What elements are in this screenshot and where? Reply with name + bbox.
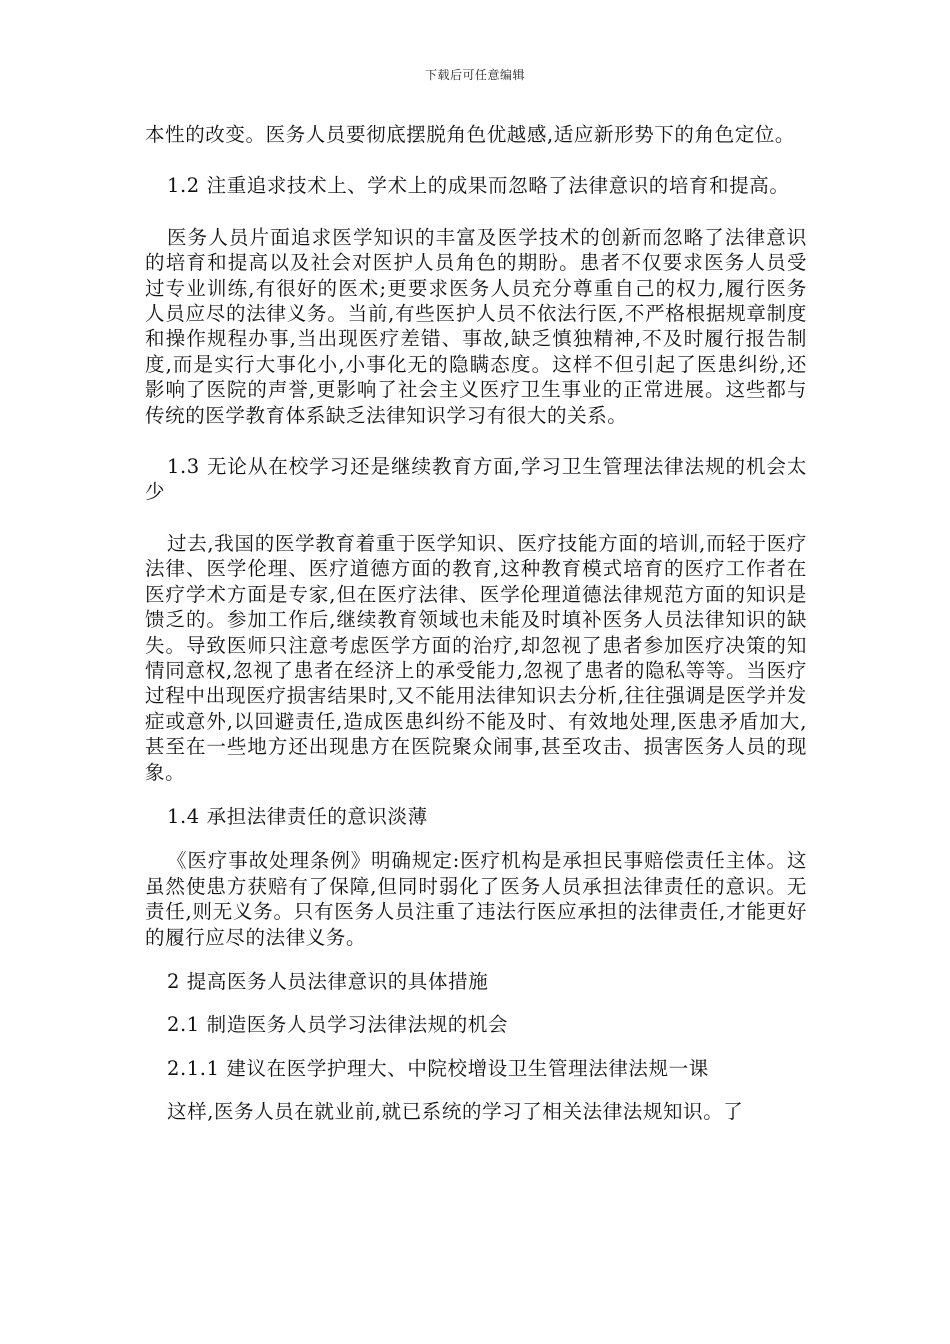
section-heading-1-4: 1.4 承担法律责任的意识淡薄 [167,804,428,828]
section-heading-2-1: 2.1 制造医务人员学习法律法规的机会 [167,1013,509,1037]
paragraph-role-positioning: 本性的改变。医务人员要彻底摆脱角色优越感,适应新形势下的角色定位。 [145,123,795,146]
section-heading-1-2: 1.2 注重追求技术上、学术上的成果而忽略了法律意识的培育和提高。 [167,174,790,198]
paragraph-legal-awareness: 医务人员片面追求医学知识的丰富及医学技术的创新而忽略了法律意识的培育和提高以及社会对医护人员角色的期盼。患者不仅要求医务人员受过专业训练,有很好的医术;更要求医务人员充分尊重自己的权力,履行医务人员应尽的法律义务。当前,有些医护人员不依法行医,不严格根据规章制度和操作规程办事,当出现医疗差错、事故,缺乏慎独精神,不及时履行报告制度,而是实行大事化小,小事化无的隐瞒态度。这样不但引起了医患纠纷,还影响了医院的声誉,更影响了社会主义医疗卫生事业的正常进展。这些都与传统的医学教育体系缺乏法律知识学习有很大的关系。 [145,225,807,427]
section-heading-2: 2 提高医务人员法律意识的具体措施 [167,969,489,993]
section-heading-1-3: 1.3 无论从在校学习还是继续教育方面,学习卫生管理法律法规的机会太少 [145,455,807,504]
paragraph-employment: 这样,医务人员在就业前,就已系统的学习了相关法律法规知识。了 [167,1100,744,1124]
section-heading-2-1-1: 2.1.1 建议在医学护理大、中院校增设卫生管理法律法规一课 [167,1056,709,1080]
paragraph-regulation: 《医疗事故处理条例》明确规定:医疗机构是承担民事赔偿责任主体。这虽然使患方获赔有了保障,但同时弱化了医务人员承担法律责任的意识。无责任,则无义务。只有医务人员注重了违法行医应承担的法律责任,才能更好的履行应尽的法律义务。 [145,849,807,949]
document-body [145,122,807,1125]
page-header: 下载后可任意编辑 [424,68,525,82]
paragraph-medical-education: 过去,我国的医学教育着重于医学知识、医疗技能方面的培训,而轻于医疗法律、医学伦理、医疗道德方面的教育,这种教育模式培育的医疗工作者在医疗学术方面是专家,但在医疗法律、医学伦理道德法律规范方面的知识是馈乏的。参加工作后,继续教育领域也未能及时填补医务人员法律知识的缺失。导致医师只注意考虑医学方面的治疗,却忽视了患者参加医疗决策的知情同意权,忽视了患者在经济上的承受能力,忽视了患者的隐私等等。当医疗过程中出现医疗损害结果时,又不能用法律知识去分析,往往强调是医学并发症或意外,以回避责任,造成医患纠纷不能及时、有效地处理,医患矛盾加大,甚至在一些地方还出现患方在医院聚众闹事,甚至攻击、损害医务人员的现象。 [145,531,807,784]
